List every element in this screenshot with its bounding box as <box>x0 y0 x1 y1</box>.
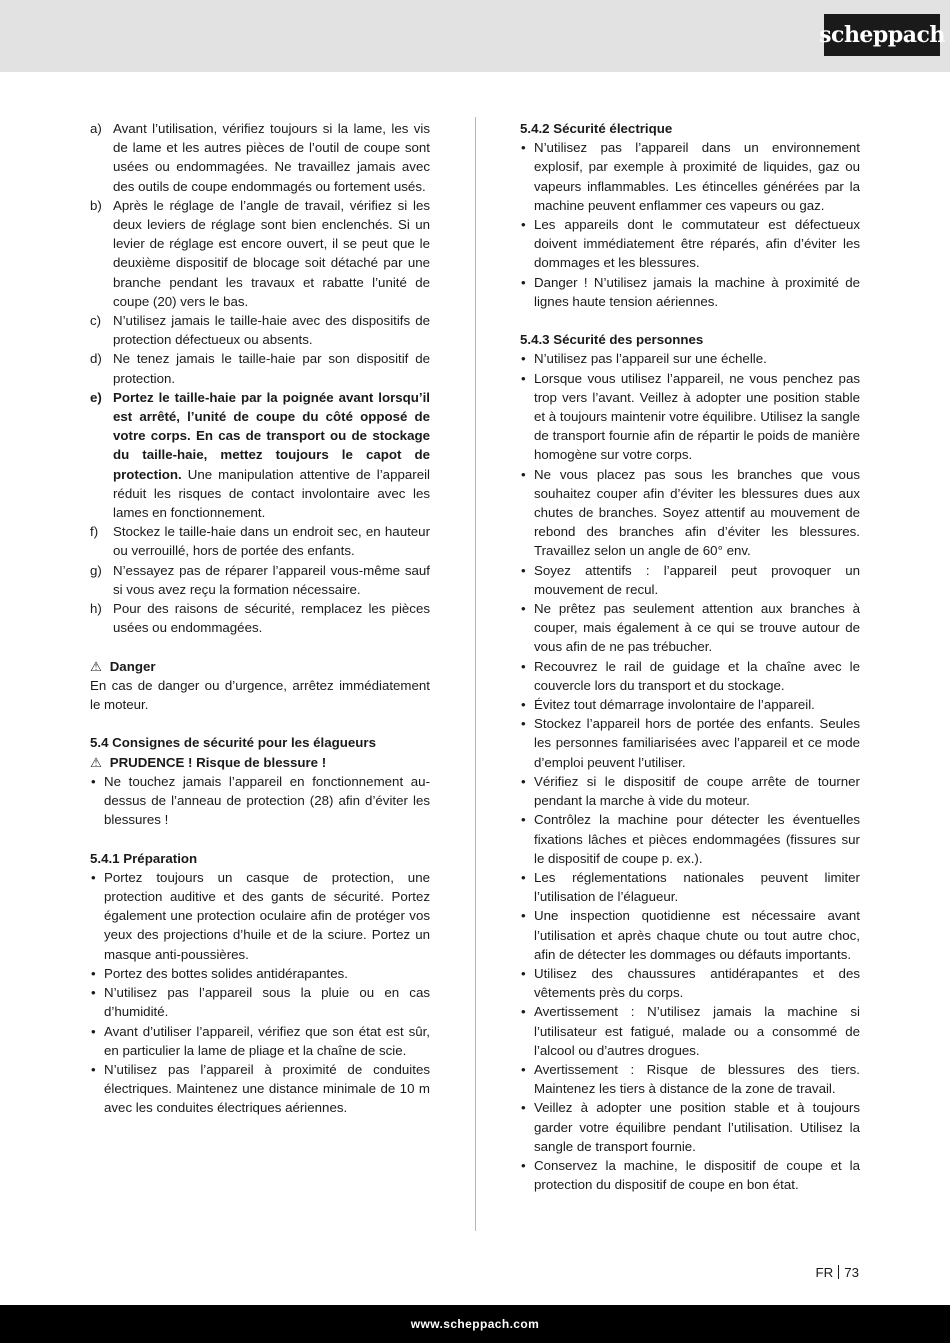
list-item <box>90 311 430 349</box>
list-marker: c) <box>90 313 102 329</box>
bullet-item: • Stockez l’appareil hors de portée des enfants. Seules les personnes familiarisées avec l’appareil et ce mode d’emploi peuvent l’utiliser. <box>520 714 860 772</box>
bullet-item: • Ne touchez jamais l’appareil en fonctionnement au-dessus de l’anneau de protection (28) afin d’éviter les blessures ! <box>90 772 430 830</box>
list-item <box>90 119 430 196</box>
caution-heading <box>90 753 430 772</box>
bullet-item: • N’utilisez pas l’appareil à proximité de conduites électriques. Maintenez une distance minimale de 10 m avec les conduites électriques aériennes. <box>90 1060 430 1118</box>
list-item <box>90 196 430 311</box>
bullet-item: • Les appareils dont le commutateur est défectueux doivent immédiatement être réparés, afin d’éviter les dommages et les blessures. <box>520 215 860 273</box>
bullet-item: • Une inspection quotidienne est nécessaire avant l’utilisation et après chaque chute ou tout autre choc, afin de détecter les dommages ou défauts importants. <box>520 906 860 964</box>
left-column <box>90 119 430 1118</box>
bullet-item: • Les réglementations nationales peuvent limiter l’utilisation de l’élagueur. <box>520 868 860 906</box>
bullet-item: • N’utilisez pas l’appareil sous la pluie ou en cas d’humidité. <box>90 983 430 1021</box>
page-number-value: 73 <box>844 1265 859 1280</box>
list-marker: e) <box>90 389 102 405</box>
bullet-list <box>90 868 430 1118</box>
bullet-item: • Recouvrez le rail de guidage et la chaîne avec le couvercle lors du transport et du stockage. <box>520 657 860 695</box>
safety-list <box>90 119 430 637</box>
bullet-item: • Vérifiez si le dispositif de coupe arrête de tourner pendant la marche à vide du moteur. <box>520 772 860 810</box>
column-divider <box>475 117 476 1231</box>
list-item-text: Pour des raisons de sécurité, remplacez les pièces usées ou endommagées. <box>113 601 430 636</box>
list-item <box>90 561 430 599</box>
list-marker: a) <box>90 121 102 136</box>
danger-title: Danger <box>109 658 156 674</box>
bullet-item: • Avertissement : Risque de blessures des tiers. Maintenez les tiers à distance de la zone de travail. <box>520 1060 860 1098</box>
section-heading-5-4-2: 5.4.2 Sécurité électrique <box>520 121 673 136</box>
section-heading-5-4-1: 5.4.1 Préparation <box>90 850 198 866</box>
section-heading-5-4: 5.4 Consignes de sécurité pour les élagueurs <box>90 735 376 751</box>
list-item-text: Avant l’utilisation, vérifiez toujours si la lame, les vis de lame et les autres pièces de l’outil de coupe sont usées ou endommagées. Ne travaillez jamais avec des outils de coupe endommagés ou fortement usés. <box>113 121 430 194</box>
list-marker: h) <box>90 601 102 617</box>
bullet-item: • Avertissement : N’utilisez jamais la machine si l’utilisateur est fatigué, malade ou a consommé de l’alcool ou d’autres drogues. <box>520 1002 860 1060</box>
list-item-text: Après le réglage de l’angle de travail, vérifiez si les deux leviers de réglage sont bien enclenchés. Si un levier de réglage est encore ouvert, il se peut que le deuxième dispositif de blocage soit détaché par une branche pendant les travaux et rabatte l’unité de coupe (20) vers le bas. <box>113 197 430 309</box>
footer-band <box>0 1305 950 1343</box>
bullet-list <box>520 138 860 311</box>
bullet-item: • Contrôlez la machine pour détecter les éventuelles fixations lâches et pièces endommagées (fissures sur le dispositif de coupe p. ex.). <box>520 810 860 868</box>
bullet-item: • N’utilisez pas l’appareil dans un environnement explosif, par exemple à proximité de liquides, gaz ou vapeurs inflammables. Les étincelles générées par la machine peuvent enflammer ces vapeurs ou gaz. <box>520 138 860 215</box>
danger-heading <box>90 657 430 676</box>
bullet-list <box>520 349 860 1194</box>
page-number <box>815 1265 859 1280</box>
bullet-item: • Conservez la machine, le dispositif de coupe et la protection du dispositif de coupe en bon état. <box>520 1156 860 1194</box>
warning-icon: ⚠ <box>90 754 102 770</box>
list-item-bold-text: Portez le taille-haie par la poignée avant lorsqu’il est arrêté, l’unité de coupe du côté opposé de votre corps. En cas de transport ou de stockage du taille-haie, mettez toujours le capot de protection. <box>113 389 430 482</box>
list-item <box>90 599 430 637</box>
list-marker: d) <box>90 351 102 367</box>
bullet-item: • Ne vous placez pas sous les branches que vous souhaitez couper afin d’éviter les blessures dues aux chutes de branches. Soyez attentif au mouvement de rebond des branches afin d’éviter les blessures. Travaillez selon un angle de 60° env. <box>520 465 860 561</box>
bullet-item: • Lorsque vous utilisez l’appareil, ne vous penchez pas trop vers l’avant. Veillez à adopter une position stable et à toujours maintenir votre équilibre. Utilisez la sangle de transport fournie afin de répartir le poids de manière homogène sur votre corps. <box>520 369 860 465</box>
bullet-item: • Veillez à adopter une position stable et à toujours garder votre équilibre pendant l’utilisation. Utilisez la sangle de transport fournie. <box>520 1098 860 1156</box>
header-band <box>0 0 950 72</box>
warning-icon: ⚠ <box>90 658 102 674</box>
right-column <box>520 119 860 1194</box>
bullet-item: • Portez toujours un casque de protection, une protection auditive et des gants de sécurité. Portez également une protection oculaire afin de protéger vos yeux des projections d’huile et de la sciure. Portez un masque anti-poussières. <box>90 868 430 964</box>
bullet-list <box>90 772 430 830</box>
bullet-item: • Portez des bottes solides antidérapantes. <box>90 964 430 983</box>
website-url: www.scheppach.com <box>410 1317 540 1331</box>
list-item <box>90 522 430 560</box>
bullet-item: • Soyez attentifs : l’appareil peut provoquer un mouvement de recul. <box>520 561 860 599</box>
list-item-text: Ne tenez jamais le taille-haie par son dispositif de protection. <box>113 351 430 386</box>
list-item <box>90 388 430 522</box>
list-item-text: N’essayez pas de réparer l’appareil vous-même sauf si vous avez reçu la formation nécessaire. <box>113 562 430 597</box>
list-item-text: Une manipulation attentive de l’appareil réduit les risques de contact involontaire avec les lames en fonctionnement. <box>113 466 430 521</box>
brand-logo: scheppach <box>824 14 940 56</box>
bullet-item: • Danger ! N’utilisez jamais la machine à proximité de lignes haute tension aériennes. <box>520 273 860 311</box>
bullet-item: • Évitez tout démarrage involontaire de l’appareil. <box>520 695 860 714</box>
caution-text: PRUDENCE ! Risque de blessure ! <box>109 754 327 770</box>
page-number-separator <box>838 1265 839 1279</box>
section-heading-5-4-3: 5.4.3 Sécurité des personnes <box>520 332 704 348</box>
bullet-item: • Utilisez des chaussures antidérapantes et des vêtements près du corps. <box>520 964 860 1002</box>
list-marker: b) <box>90 197 102 213</box>
bullet-item: • N’utilisez pas l’appareil sur une échelle. <box>520 349 860 368</box>
language-code: FR <box>815 1265 834 1280</box>
danger-text: En cas de danger ou d’urgence, arrêtez immédiatement le moteur. <box>90 677 430 713</box>
list-item-text: N’utilisez jamais le taille-haie avec des dispositifs de protection défectueux ou absents. <box>113 313 430 348</box>
list-item <box>90 349 430 387</box>
list-marker: g) <box>90 562 102 578</box>
list-item-text: Stockez le taille-haie dans un endroit sec, en hauteur ou verrouillé, hors de portée des enfants. <box>113 524 430 559</box>
bullet-item: • Ne prêtez pas seulement attention aux branches à couper, mais également à ce qui se trouve autour de vous afin de ne pas trébucher. <box>520 599 860 657</box>
bullet-item: • Avant d’utiliser l’appareil, vérifiez que son état est sûr, en particulier la lame de pliage et la chaîne de scie. <box>90 1022 430 1060</box>
list-marker: f) <box>90 524 99 540</box>
